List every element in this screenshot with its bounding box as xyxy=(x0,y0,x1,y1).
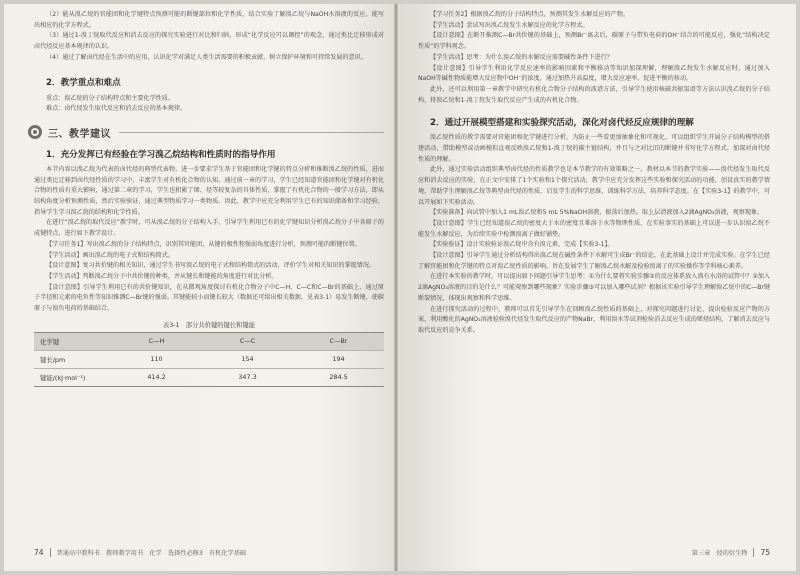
right-page-content xyxy=(418,10,770,337)
table-header-cell: C—H xyxy=(111,332,202,350)
book-gutter xyxy=(394,4,398,571)
task-paragraph: 【学生活动】画出溴乙烷的电子式和结构简式。 xyxy=(46,251,174,259)
footer-divider xyxy=(50,548,51,557)
body-paragraph: 此外，还可以利用第一章教学中研究有机化合物分子结构的波谱方法，引导学生使用核磁共振氢谱等方法认识溴乙烷的分子结构，将溴乙烷和1-溴丁烷发生取代反应产生成的有机化合物。 xyxy=(418,85,770,104)
objective-3: （3）通过1-溴丁烷取代反应和消去反应的探究实验进行对比和归纳，形成“化学反应可以调控”的观念，通过类比迁移形成对卤代烃反应基本规律的认识。 xyxy=(34,32,384,51)
book-title: 普通高中教科书 教师教学用书 化学 选择性必修3 有机化学基础 xyxy=(56,550,247,557)
task-paragraph: 【学生活动】思考：为什么溴乙烷的水解反应需要碱性条件下进行？ xyxy=(430,53,613,61)
bond-table xyxy=(34,332,384,387)
experiment-paragraph: 【设计意图】引导学生通过分析结构得出溴乙烷在碱性条件下水解可生成Br⁻的结论，在此基础上设计并完成实验。在学生已经了解官能团和化学键的特点对溴乙烷性质的影响，旨在发展学生了解溴乙烷水解及检验溴离子的实验操作等学科核心素养。 xyxy=(418,252,770,270)
table-header-cell: 化学键 xyxy=(34,332,111,350)
task-paragraph: 【学习任务2】根据溴乙烷的分子结构特点，预测其发生水解反应的产物。 xyxy=(430,11,629,18)
right-page xyxy=(400,4,796,571)
section-rule xyxy=(119,132,384,133)
body-paragraph: 此外，通过实验活动组织典型卤代烃的性质教学也是本节教学的有效策略之一。教材以本节的教学实验——溴代烃发生取代反应和消去反应的实验，在正文中安排了1个实验和1个探究活动，教学中应充分发挥这些实验和探究活动的功能，创设真实的教学情境，帮助学生理解溴乙烷等典型卤代烃的性质，启发学生的科学思维，训练科学方法，培养科学态度。在【实验3-1】的教学中，可以开展如下实验活动。 xyxy=(418,166,770,206)
key-point-focus: 重点：溴乙烷的分子结构特点和主要化学性质。 xyxy=(46,94,174,102)
task-paragraph: 【设计意图】在断开推测C—Br共价键的基础上，预测Br⁻离去后，碳原子与带负电荷的OH⁻结合的可能反应，强化“结构决定性质”的学科观念。 xyxy=(418,32,770,51)
table-row xyxy=(34,368,384,386)
table-caption: 表3-1 部分共价键的键长和键能 xyxy=(162,321,256,329)
body-paragraph: 在进行本实验的教学时，可以提出如下问题引导学生思考：①为什么要将实验步骤②的反应体系放入盛有水浴的试管中？②加入2滴AgNO₃溶液的目的是什么？可能观察到哪些现象？实验步骤③可以加入哪些试剂？根据该实验引导学生理解溴乙烷中的C—Br键断裂情况，体现出观察和科学思维。 xyxy=(418,273,770,302)
section-title: 三、教学建议 xyxy=(48,128,111,140)
task-paragraph: 【设计意图】复习共价键的相关知识，通过学生书写溴乙烷的电子式和结构简式的活动，评价学生对相关知识的掌握情况。 xyxy=(46,262,376,270)
body-paragraph: 在进行“溴乙烷的取代反应”教学时，可从溴乙烷的分子结构入手，引导学生利用已有的化学键知识分析溴乙烷分子中各原子的成键特点，进行如下教学设计。 xyxy=(34,219,384,238)
table-cell: 414.2 xyxy=(111,368,202,386)
table-header-cell: C—C xyxy=(202,332,293,350)
table-header-cell: C—Br xyxy=(293,332,384,350)
table-cell: 键长/pm xyxy=(34,350,111,368)
objective-2: （2）能从溴乙烷的官能团和化学键特点预测可能的断键部位和化学性质，结合实验了解溴乙烷与NaOH水溶液的反应，能写出相应的化学方程式。 xyxy=(34,11,384,29)
table-cell: 284.5 xyxy=(293,368,384,386)
key-points-heading: 2．教学重点和难点 xyxy=(46,77,121,88)
objective-4: （4）通过了解卤代烃在生活中的应用，认识化学对满足人类生活需要的积极贡献，树立保护环境和可持续发展的意识。 xyxy=(46,53,367,61)
left-page xyxy=(4,4,400,571)
key-point-difficulty: 难点：卤代烃发生取代反应和消去反应的基本规律。 xyxy=(46,105,187,113)
table-cell: 347.3 xyxy=(202,368,293,386)
section-bullet-icon xyxy=(28,125,42,139)
left-page-content xyxy=(34,10,384,387)
table-cell: 键能/(kJ·mol⁻¹) xyxy=(34,368,111,386)
body-paragraph: 溴乙烷性质的教学需要对官能团和化学键进行分析，为防止一些看更加抽象化和可视化，可以组织学生开展分子结构模型的搭建活动，借助模型或动画模拟直观反映溴乙烷和1-溴丁烷的碳主链结构，并且与之对比旧的断键并书写化学方程式，加深对卤代烃性质的理解。 xyxy=(418,134,770,163)
right-footer xyxy=(692,548,770,557)
body-paragraph: 在进行探究活动的过程中，教师可以首先引导学生在回顾溴乙烷性质的基础上，对探究问题进行讨论，提出检验反应产物的方案，利用酸化的AgNO₃溶液检验溴代烃发生取代反应的产物NaBr，利用溴水等试剂检验消去反应生成的烯烃结构，了解消去反应与取代反应的竞争关系。 xyxy=(418,305,770,334)
left-footer xyxy=(34,548,246,557)
task-paragraph: 【学习任务1】写出溴乙烷的分子结构特点，识别其官能团，从键的极性和强弱角度进行分析，预测可能的断键位置。 xyxy=(46,240,361,248)
subsection-1-title: 1．充分发挥已有经验在学习溴乙烷结构和性质时的指导作用 xyxy=(46,149,276,160)
subsection-2-title: 2．通过开展模型搭建和实验探究活动，深化对卤代烃反应规律的理解 xyxy=(430,118,694,129)
body-paragraph: 本节内容以溴乙烷为代表的卤代烃的典型代表物，进一步要求学生基于官能团和化学键的特点分析和推断溴乙烷的性质，进而通过类比迁移到卤代烃性质的学习中，丰富学生对有机化合物的认知。通过前一章的学习，学生已经知道官能团和化学键对有机化合物的性质有重大影响，通过第二章的学习，学生也积累了烯、烃等较复杂的具体性质，掌握了有机化合物的一般学习方法，即从结构角度分析预测性质，然后实验验证，通过典型物质学习一类物质。因此，教学中应充分利用学生已有的知识储备和学习经验，指导学生学习溴乙烷的结构和化学性质。 xyxy=(34,165,384,216)
page-number: 75 xyxy=(760,548,770,557)
section-header xyxy=(28,125,384,140)
chapter-title: 第三章 烃的衍生物 xyxy=(691,550,748,557)
experiment-paragraph: 【实验验证】设计实验验证溴乙烷中含有溴元素，完成【实验3-1】。 xyxy=(430,241,614,249)
table-cell: 154 xyxy=(202,350,293,368)
experiment-paragraph: 【设计意图】学生已经知道溴乙烷的密度大于水的密度且难溶于水等物理性质，在实验事实的基础上可以进一步认识溴乙烷不能发生水解反应，为后续实验中检测溴离子做好铺垫。 xyxy=(418,219,770,238)
page-number: 74 xyxy=(34,548,44,557)
table-row xyxy=(34,350,384,368)
task-paragraph: 【学生活动】尝试写出溴乙烷发生水解反应的化学方程式。 xyxy=(430,21,589,29)
task-paragraph: 【设计意图】引导学生利用化学反应速率的影响因素和平衡移动等知识加深理解，理解溴乙烷发生水解反应时，通过加入NaOH等碱性物质能增大反应物中OH⁻的浓度，通过加热升高温度，增大反应速率，促进平衡的移动。 xyxy=(418,64,770,83)
task-paragraph: 【设计意图】引导学生利用已有的共价键知识，在从微观角度探讨有机化合物分子中C—H、C—C和C—Br的基础上，通过原子半径和元素的电负性等知识推测C—Br键的强弱。其键能较小而键长较大（数据还可给出相关数据，见表3-1）易发生断键，使碳原子与溴负电荷的基础结合。 xyxy=(34,283,384,313)
table-cell: 194 xyxy=(293,350,384,368)
book-spread xyxy=(4,4,796,571)
table-cell: 110 xyxy=(111,350,202,368)
task-paragraph: 【学生活动】判断溴乙烷分子中共价键的种类，并从键长和键能的角度进行对比分析。 xyxy=(46,272,278,280)
table-header-row xyxy=(34,332,384,350)
experiment-paragraph: 【实验准备】向试管中加入1 mL溴乙烷和5 mL 5%NaOH溶液，振荡后加热。取上层清液加入2滴AgNO₃溶液，观察现象。 xyxy=(430,209,764,217)
footer-divider xyxy=(753,548,754,557)
